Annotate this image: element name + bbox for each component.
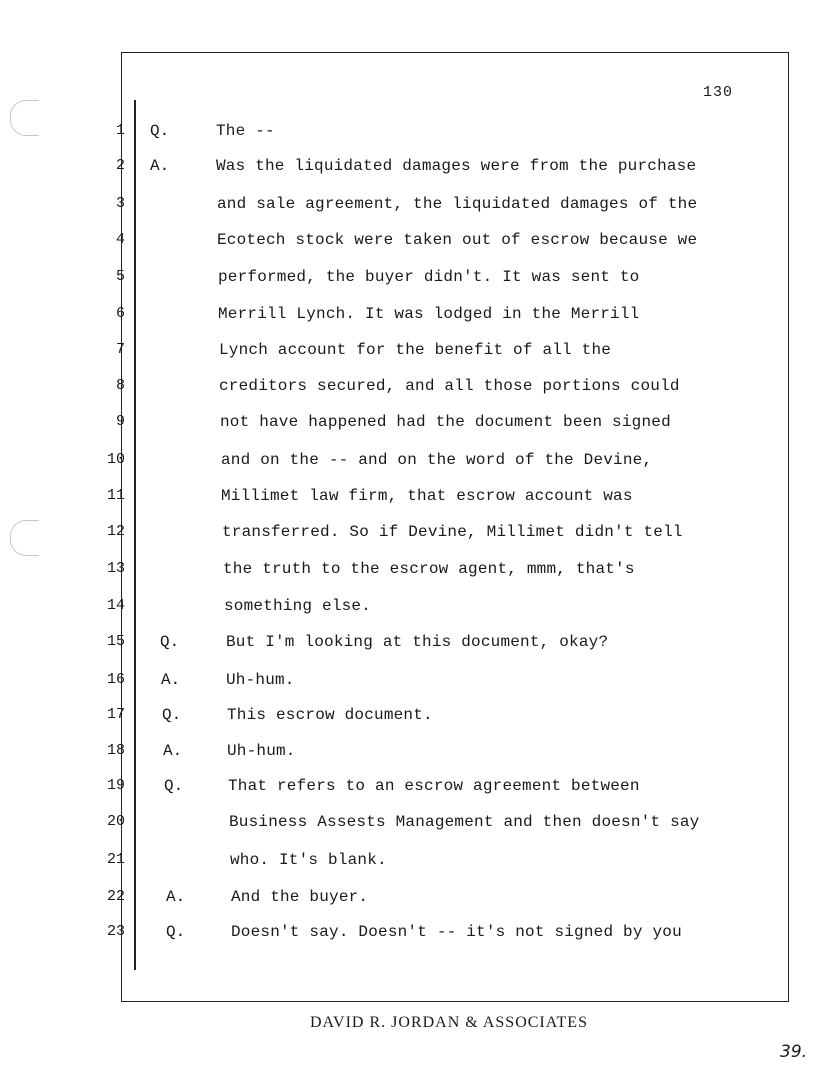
line-number: 9	[115, 413, 125, 430]
line-text: That refers to an escrow agreement between	[228, 777, 640, 795]
line-number: 6	[115, 305, 125, 322]
line-text: Merrill Lynch. It was lodged in the Merrill	[218, 305, 640, 323]
line-number-rule	[134, 100, 136, 970]
line-number: 5	[115, 268, 125, 285]
line-number: 11	[106, 487, 125, 504]
line-number: 1	[115, 122, 125, 139]
line-number: 4	[115, 231, 125, 248]
speaker-label: Q.	[164, 777, 184, 795]
line-text: Was the liquidated damages were from the purchase	[216, 157, 697, 175]
line-text: Ecotech stock were taken out of escrow because we	[217, 231, 698, 249]
line-text: the truth to the escrow agent, mmm, that's	[223, 560, 635, 578]
line-number: 14	[106, 597, 125, 614]
line-text: something else.	[224, 597, 372, 615]
speaker-label: Q.	[162, 706, 182, 724]
line-number: 15	[106, 633, 125, 650]
line-number: 21	[106, 851, 125, 868]
line-number: 12	[106, 523, 125, 540]
line-number: 7	[115, 341, 125, 358]
speaker-label: A.	[166, 888, 186, 906]
line-text: Lynch account for the benefit of all the	[219, 341, 612, 359]
line-number: 23	[106, 923, 125, 940]
line-text: creditors secured, and all those portions could	[219, 377, 680, 395]
line-text: and on the -- and on the word of the Devine,	[221, 451, 653, 469]
line-number: 16	[106, 671, 125, 688]
line-text: Millimet law firm, that escrow account was	[221, 487, 633, 505]
line-text: The --	[216, 122, 275, 140]
line-text: not have happened had the document been signed	[220, 413, 671, 431]
line-number: 22	[106, 888, 125, 905]
court-reporter-footer: DAVID R. JORDAN & ASSOCIATES	[310, 1014, 588, 1031]
speaker-label: Q.	[166, 923, 186, 941]
line-number: 3	[115, 195, 125, 212]
line-number: 18	[106, 742, 125, 759]
line-text: transferred. So if Devine, Millimet didn't tell	[222, 523, 683, 541]
line-text: who. It's blank.	[230, 851, 387, 869]
handwritten-page-stamp: 39.	[780, 1042, 808, 1062]
line-text: and sale agreement, the liquidated damages of the	[217, 195, 698, 213]
line-number: 13	[106, 560, 125, 577]
line-text: Business Assests Management and then doesn't say	[229, 813, 700, 831]
line-number: 17	[106, 706, 125, 723]
line-number: 10	[106, 451, 125, 468]
speaker-label: A.	[163, 742, 183, 760]
line-text: This escrow document.	[227, 706, 433, 724]
line-text: performed, the buyer didn't. It was sent to	[218, 268, 640, 286]
speaker-label: Q.	[150, 122, 170, 140]
speaker-label: Q.	[160, 633, 180, 651]
speaker-label: A.	[161, 671, 181, 689]
page-number: 130	[703, 84, 734, 101]
line-text: But I'm looking at this document, okay?	[226, 633, 609, 651]
line-text: Doesn't say. Doesn't -- it's not signed by you	[231, 923, 682, 941]
line-number: 19	[106, 777, 125, 794]
line-number: 8	[115, 377, 125, 394]
line-text: Uh-hum.	[226, 671, 295, 689]
speaker-label: A.	[150, 157, 170, 175]
line-text: And the buyer.	[231, 888, 369, 906]
line-number: 20	[106, 813, 125, 830]
line-number: 2	[115, 157, 125, 174]
line-text: Uh-hum.	[227, 742, 296, 760]
